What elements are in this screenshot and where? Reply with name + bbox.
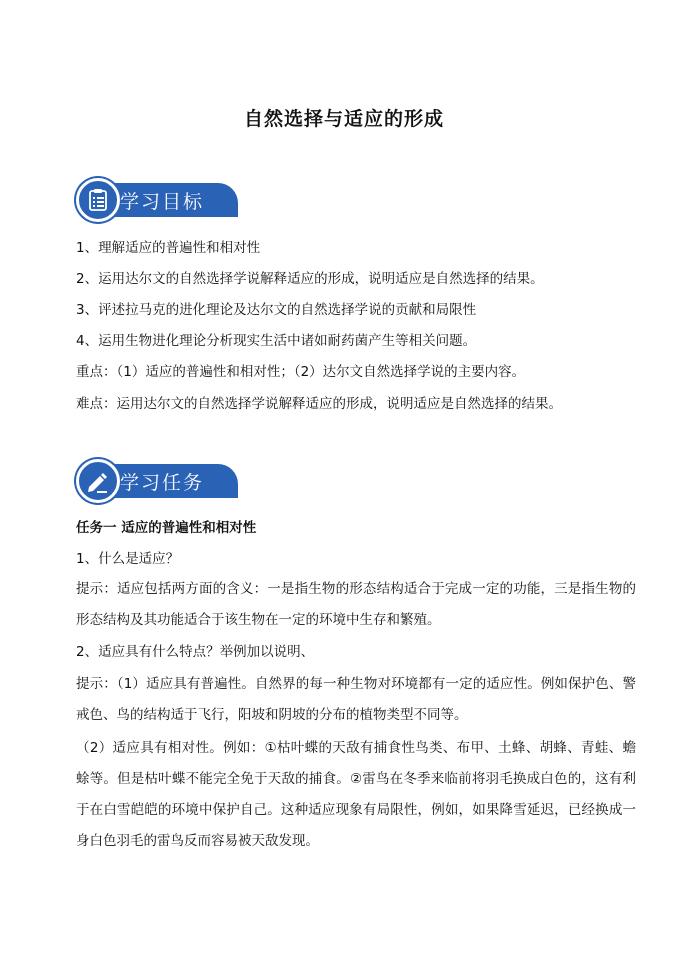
section-header-learning-goals (76, 178, 238, 222)
document-title: 自然选择与适应的形成 (243, 108, 444, 130)
question-2: 2、适应具有什么特点？举例加以说明、 (76, 644, 315, 660)
answer-1: 提示：适应包括两方面的含义：一是指生物的形态结构适合于完成一定的功能，三是指生物的形态结构及其功能适合于该生物在一定的环境中生存和繁殖。 (76, 581, 636, 628)
section-label: 学习目标 (120, 191, 205, 213)
section-badge (76, 178, 120, 222)
key-points: 重点：（1）适应的普遍性和相对性；（2）达尔文自然选择学说的主要内容。 (76, 364, 526, 380)
answer-3: （2）适应具有相对性。例如：①枯叶蝶的天敌有捕食性鸟类、布甲、土蜂、胡蜂、青蛙、蟾蜍等。但是枯叶蝶不能完全免于天敌的捕食。②雷鸟在冬季来临前将羽毛换成白色的，这有利于在白雪皑皑的环境中保护自己。这种适应现象有局限性，例如，如果降雪延迟，已经换成一身白色羽毛的雷鸟反而容易被天敌发现。 (76, 740, 636, 849)
goal-item-2: 2、运用达尔文的自然选择学说解释适应的形成，说明适应是自然选择的结果。 (76, 271, 544, 287)
section-label: 学习任务 (120, 472, 205, 494)
pencil-edit-icon (85, 468, 111, 494)
answer-2: 提示：（1）适应具有普遍性。自然界的每一种生物对环境都有一定的适应性。例如保护色、警戒色、鸟的结构适于飞行，阳坡和阴坡的分布的植物类型不同等。 (76, 676, 636, 723)
question-1: 1、什么是适应？ (76, 551, 180, 567)
goal-item-1: 1、理解适应的普遍性和相对性 (76, 240, 261, 256)
goal-item-4: 4、运用生物进化理论分析现实生活中诸如耐药菌产生等相关问题。 (76, 333, 477, 349)
clipboard-list-icon (85, 187, 111, 213)
section-header-learning-tasks (76, 459, 238, 503)
difficulty-points: 难点：运用达尔文的自然选择学说解释适应的形成，说明适应是自然选择的结果。 (76, 396, 562, 412)
section-badge (76, 459, 120, 503)
task-title: 任务一 适应的普遍性和相对性 (76, 520, 257, 536)
goal-item-3: 3、评述拉马克的进化理论及达尔文的自然选择学说的贡献和局限性 (76, 302, 477, 318)
